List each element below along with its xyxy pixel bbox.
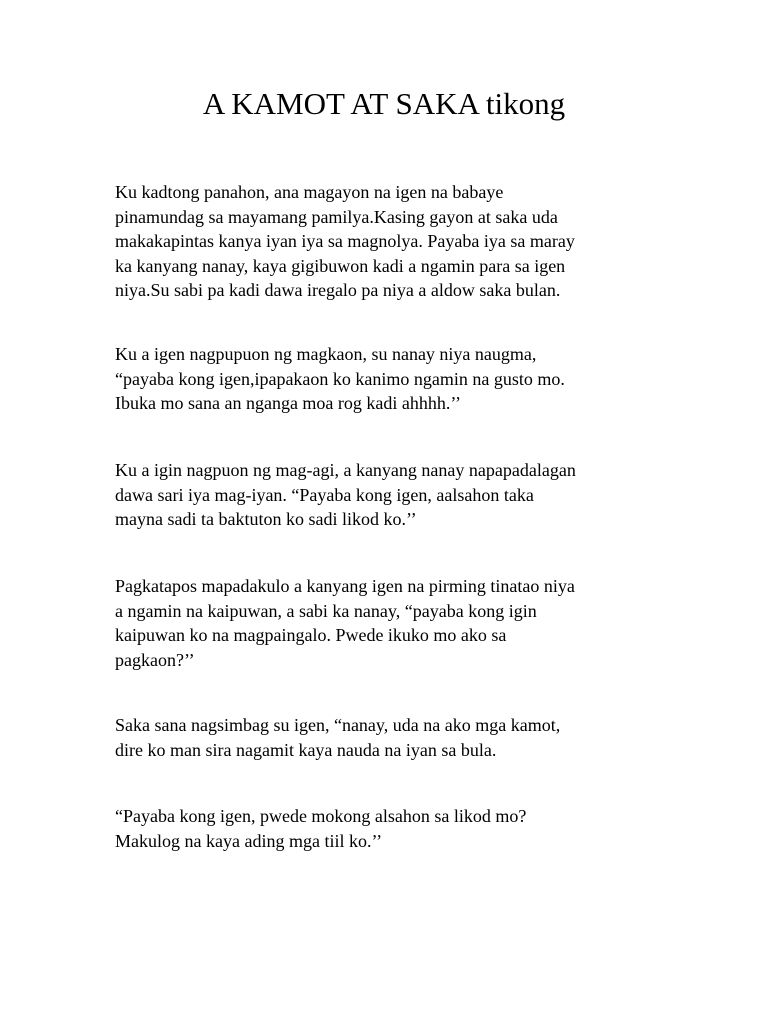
paragraph-5 — [115, 713, 675, 762]
paragraph-line: pagkaon?’’ — [115, 649, 195, 670]
document-title: A KAMOT AT SAKA tikong — [202, 86, 566, 121]
paragraph-2 — [115, 342, 675, 416]
paragraph-line: dire ko man sira nagamit kaya nauda na iyan sa bula. — [115, 739, 497, 760]
paragraph-line: Ku a igen nagpupuon ng magkaon, su nanay niya naugma, — [115, 344, 537, 364]
paragraph-line: a ngamin na kaipuwan, a sabi ka nanay, “payaba kong igin — [115, 600, 537, 621]
paragraph-line: Makulog na kaya ading mga tiil ko.’’ — [115, 830, 383, 851]
paragraph-line: ka kanyang nanay, kaya gigibuwon kadi a ngamin para sa igen — [115, 255, 566, 276]
paragraph-1 — [115, 180, 675, 303]
paragraph-3 — [115, 458, 675, 532]
paragraph-line: kaipuwan ko na magpaingalo. Pwede ikuko mo ako sa — [115, 625, 507, 645]
paragraph-line: makakapintas kanya iyan iya sa magnolya. Payaba iya sa maray — [115, 231, 575, 251]
paragraph-line: Ku a igin nagpuon ng mag-agi, a kanyang nanay napapadalagan — [115, 460, 576, 480]
paragraph-line: dawa sari iya mag-iyan. “Payaba kong igen, aalsahon taka — [115, 484, 534, 505]
paragraph-line: niya.Su sabi pa kadi dawa iregalo pa niya a aldow saka bulan. — [115, 280, 561, 300]
paragraph-line: “Payaba kong igen, pwede mokong alsahon sa likod mo? — [115, 806, 527, 826]
paragraph-6 — [115, 804, 675, 853]
paragraph-line: “payaba kong igen,ipapakaon ko kanimo ngamin na gusto mo. — [115, 368, 565, 389]
paragraph-4 — [115, 574, 675, 672]
paragraph-line: Pagkatapos mapadakulo a kanyang igen na pirming tinatao niya — [115, 576, 575, 596]
paragraph-line: pinamundag sa mayamang pamilya.Kasing gayon at saka uda — [115, 206, 558, 227]
paragraph-line: Ibuka mo sana an nganga moa rog kadi ahhhh.’’ — [115, 393, 462, 413]
paragraph-line: mayna sadi ta baktuton ko sadi likod ko.’’ — [115, 509, 417, 529]
paragraph-line: Saka sana nagsimbag su igen, “nanay, uda na ako mga kamot, — [115, 715, 561, 735]
paragraph-line: Ku kadtong panahon, ana magayon na igen na babaye — [115, 182, 504, 202]
